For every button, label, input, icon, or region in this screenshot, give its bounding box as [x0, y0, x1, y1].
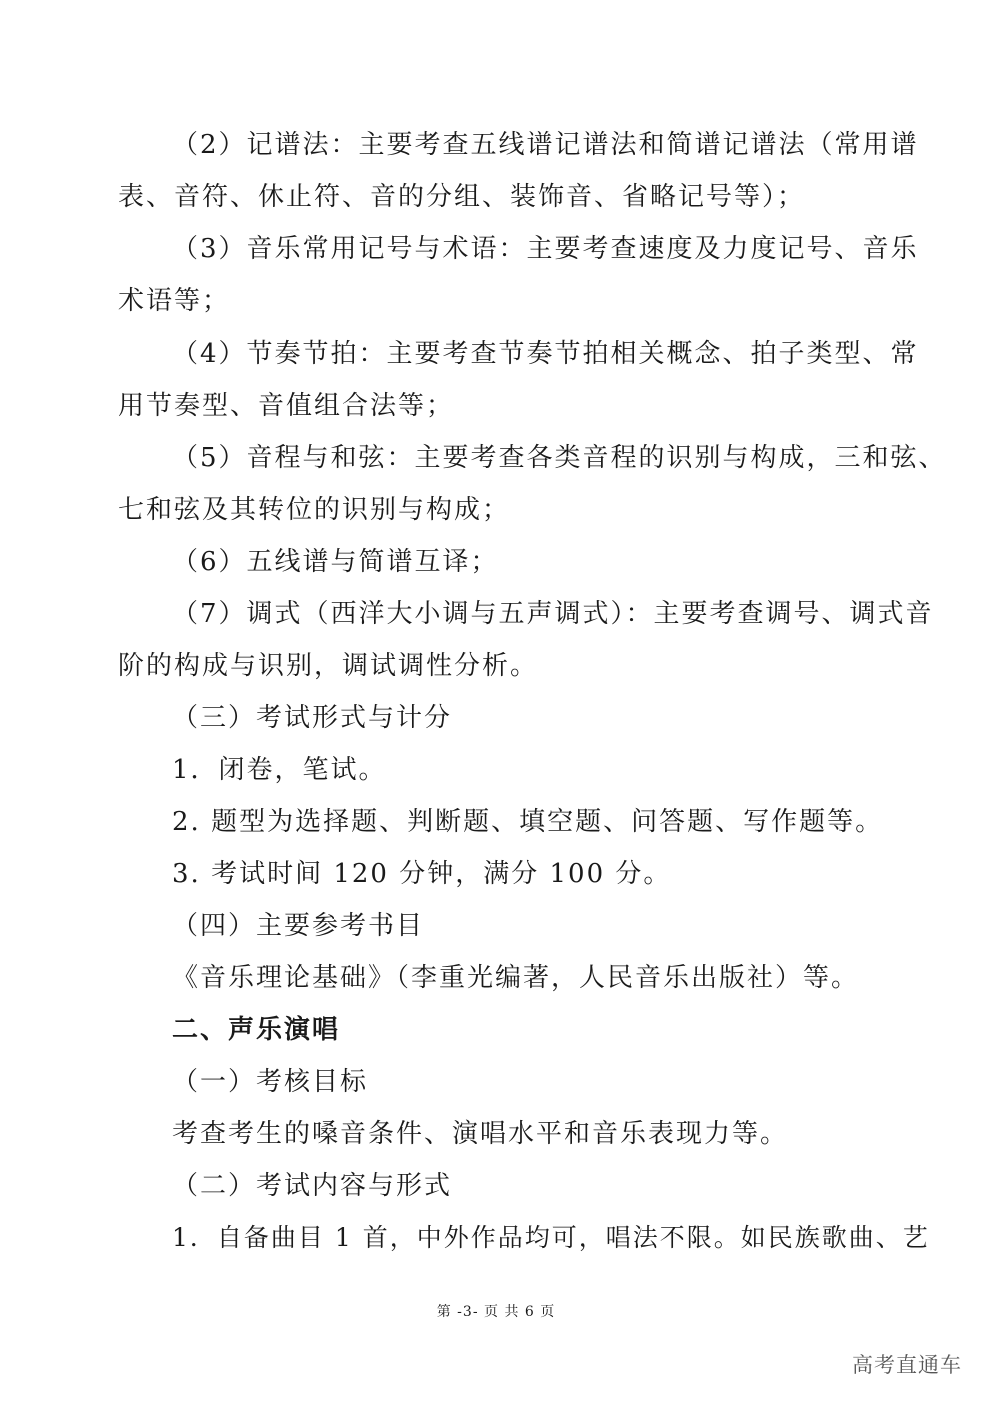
chapter-heading: 二、声乐演唱 — [172, 1015, 341, 1045]
text-line: 七和弦及其转位的识别与构成； — [118, 495, 511, 525]
page-number: 第 -3- 页 共 6 页 — [436, 1304, 556, 1320]
text-line: 2. 题型为选择题、判断题、填空题、问答题、写作题等。 — [172, 807, 884, 837]
text-line: 用节奏型、音值组合法等； — [118, 391, 455, 421]
section-heading: （一）考核目标 — [172, 1067, 369, 1097]
text-line: 1．闭卷，笔试。 — [172, 755, 387, 785]
text-line: （3）音乐常用记号与术语：主要考查速度及力度记号、音乐 — [172, 234, 919, 264]
text-line: 1．自备曲目 1 首，中外作品均可，唱法不限。如民族歌曲、艺 — [172, 1223, 930, 1252]
text-line: 考查考生的嗓音条件、演唱水平和音乐表现力等。 — [172, 1119, 789, 1149]
text-line: （4）节奏节拍：主要考查节奏节拍相关概念、拍子类型、常 — [172, 339, 919, 369]
text-line: （2）记谱法：主要考查五线谱记谱法和简谱记谱法（常用谱 — [172, 130, 919, 160]
text-line: （6）五线谱与简谱互译； — [172, 547, 499, 577]
text-line: 阶的构成与识别，调试调性分析。 — [118, 651, 539, 681]
section-heading: （四）主要参考书目 — [172, 911, 425, 941]
text-line: （7）调式（西洋大小调与五声调式）：主要考查调号、调式音 — [172, 599, 934, 629]
text-line: 表、音符、休止符、音的分组、装饰音、省略记号等）； — [118, 182, 806, 212]
text-line: 《音乐理论基础》（李重光编著，人民音乐出版社）等。 — [172, 963, 860, 993]
section-heading: （三）考试形式与计分 — [172, 703, 453, 733]
text-line: 3. 考试时间 120 分钟，满分 100 分。 — [172, 859, 672, 889]
section-heading: （二）考试内容与形式 — [172, 1171, 453, 1201]
text-line: （5）音程与和弦：主要考查各类音程的识别与构成，三和弦、 — [172, 443, 947, 473]
watermark: 高考直通车 — [852, 1353, 962, 1377]
text-line: 术语等； — [118, 286, 231, 316]
